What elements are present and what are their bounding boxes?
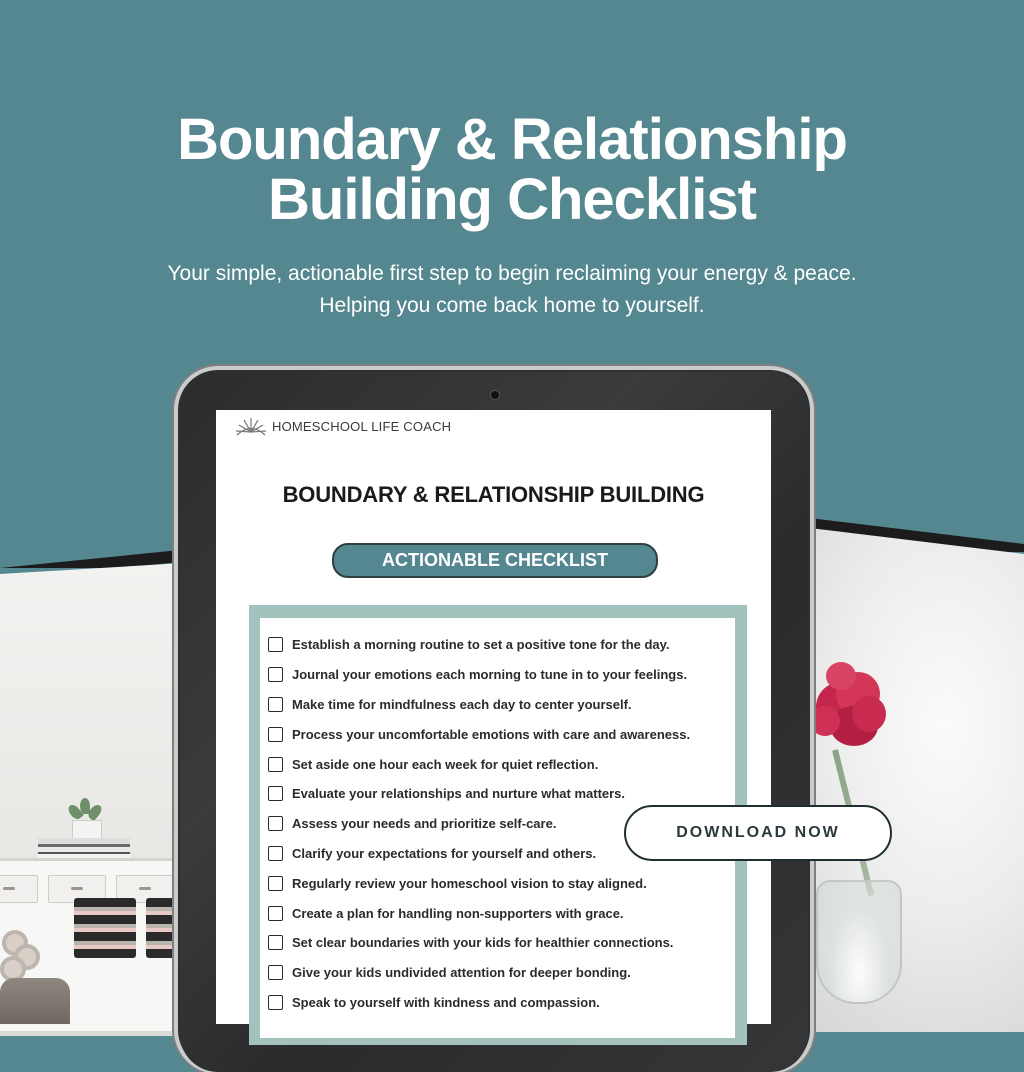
checklist-document <box>216 410 771 1024</box>
checklist-item <box>268 660 738 690</box>
sunburst-icon <box>234 416 268 436</box>
checklist-item-label: Set aside one hour each week for quiet reflection. <box>292 756 599 772</box>
checklist-item <box>268 719 738 749</box>
checklist-item <box>268 898 738 928</box>
checklist-item-label: Speak to yourself with kindness and compassion. <box>292 994 600 1010</box>
book-stack <box>38 838 130 858</box>
subheadline <box>0 258 1024 322</box>
glass-vase <box>816 880 902 1004</box>
camera-icon <box>490 390 500 400</box>
checklist-item-label: Give your kids undivided attention for deeper bonding. <box>292 965 631 981</box>
subheadline-line-1: Your simple, actionable first step to begin reclaiming your energy & peace. <box>167 262 857 285</box>
checklist-pill-label: ACTIONABLE CHECKLIST <box>332 543 658 578</box>
checkbox[interactable] <box>268 667 283 682</box>
document-title: BOUNDARY & RELATIONSHIP BUILDING <box>282 482 705 507</box>
checkbox[interactable] <box>268 757 283 772</box>
checkbox[interactable] <box>268 876 283 891</box>
headline-line-2: Building Checklist <box>268 167 756 232</box>
checklist-item <box>268 690 738 720</box>
brand-name: HOMESCHOOL LIFE COACH <box>272 418 452 434</box>
checklist-item-label: Create a plan for handling non-supporters with grace. <box>292 905 624 921</box>
checklist-item-label: Journal your emotions each morning to tune in to your feelings. <box>292 667 688 683</box>
checkbox[interactable] <box>268 637 283 652</box>
checklist-item <box>268 749 738 779</box>
brand <box>234 416 451 436</box>
checklist-item-label: Clarify your expectations for yourself and others. <box>292 845 597 861</box>
checkbox[interactable] <box>268 935 283 950</box>
checklist-item-label: Establish a morning routine to set a positive tone for the day. <box>292 637 670 653</box>
checklist-item <box>268 630 738 660</box>
subheadline-line-2: Helping you come back home to yourself. <box>319 294 705 317</box>
checkbox[interactable] <box>268 846 283 861</box>
checklist-item-label: Assess your needs and prioritize self-care. <box>292 816 557 832</box>
checklist-item <box>268 928 738 958</box>
checklist-item-label: Set clear boundaries with your kids for healthier connections. <box>292 935 674 951</box>
checkbox[interactable] <box>268 697 283 712</box>
checklist-item <box>268 868 738 898</box>
checklist-item-label: Evaluate your relationships and nurture what matters. <box>292 786 626 802</box>
rolled-towels <box>0 930 40 980</box>
headline-line-1: Boundary & Relationship <box>177 107 847 172</box>
download-now-button[interactable]: DOWNLOAD NOW <box>624 805 892 861</box>
headline <box>0 107 1024 232</box>
checkbox[interactable] <box>268 995 283 1010</box>
checkbox[interactable] <box>268 965 283 980</box>
checklist-item-label: Regularly review your homeschool vision to stay aligned. <box>292 875 647 891</box>
checkbox[interactable] <box>268 727 283 742</box>
checklist-item <box>268 958 738 988</box>
checklist-item <box>268 988 738 1018</box>
checklist-item-label: Process your uncomfortable emotions with care and awareness. <box>292 726 691 742</box>
checkbox[interactable] <box>268 816 283 831</box>
folded-towels <box>74 898 136 958</box>
checkbox[interactable] <box>268 906 283 921</box>
pillow-stack <box>0 978 70 1024</box>
carnation-icon <box>806 662 890 762</box>
checkbox[interactable] <box>268 786 283 801</box>
checklist-item-label: Make time for mindfulness each day to center yourself. <box>292 696 632 712</box>
